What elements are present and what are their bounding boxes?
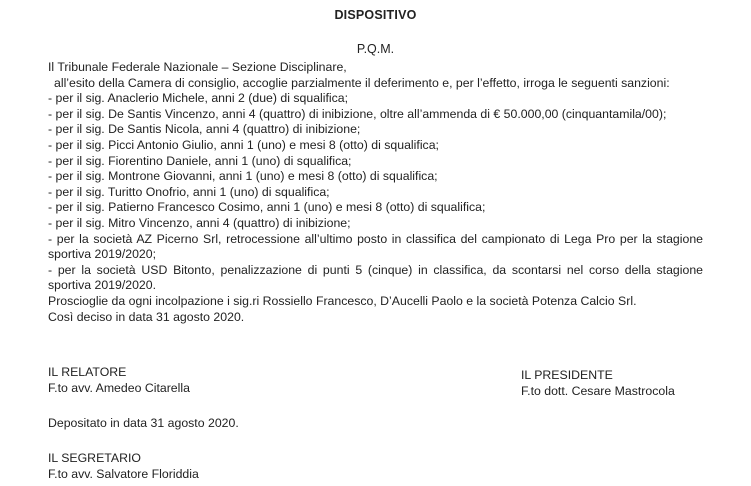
presidente-signature (521, 368, 675, 399)
deposited-line: Depositato in data 31 agosto 2020. (48, 416, 239, 430)
sanction-item: - per il sig. Patierno Francesco Cosimo, anni 1 (uno) e mesi 8 (otto) di squalifica; (48, 200, 486, 215)
company-sanction-picerno: - per la società AZ Picerno Srl, retrocessione all’ultimo posto in classifica del campionato di Lega Pro per la stagione (48, 231, 703, 246)
relatore-name: F.to avv. Amedeo Citarella (48, 380, 190, 395)
sanction-item: - per il sig. De Santis Vincenzo, anni 4 (quattro) di inibizione, oltre all’ammenda di € 50.000,00 (cinquantamila/00); (48, 106, 667, 121)
segretario-name: F.to avv. Salvatore Floriddia (48, 466, 199, 481)
sanction-item: - per il sig. Picci Antonio Giulio, anni 1 (uno) e mesi 8 (otto) di squalifica; (48, 137, 439, 152)
sanction-item: - per il sig. Mitro Vincenzo, anni 4 (quattro) di inibizione; (48, 215, 351, 230)
document-body (48, 60, 703, 325)
acquittal-line: Proscioglie da ogni incolpazione i sig.ri Rossiello Francesco, D’Aucelli Paolo e la società Potenza Calcio Srl. (48, 293, 637, 308)
intro-line-tribunal: Il Tribunale Federale Nazionale – Sezione Disciplinare, (48, 60, 347, 74)
presidente-name: F.to dott. Cesare Mastrocola (521, 383, 675, 398)
presidente-role: IL PRESIDENTE (521, 368, 613, 382)
intro-line-outcome: all’esito della Camera di consiglio, accoglie parzialmente il deferimento e, per l’effetto, irroga le seguenti sanzioni: (54, 75, 670, 90)
company-sanction-picerno-cont: sportiva 2019/2020; (48, 247, 157, 262)
segretario-role: IL SEGRETARIO (48, 451, 141, 465)
sanction-item: - per il sig. Turitto Onofrio, anni 1 (uno) di squalifica; (48, 184, 330, 199)
document-title: DISPOSITIVO (334, 8, 417, 22)
sanction-item: - per il sig. Fiorentino Daniele, anni 1 (uno) di squalifica; (48, 153, 352, 168)
decided-line: Così deciso in data 31 agosto 2020. (48, 309, 245, 324)
pqm-heading: P.Q.M. (356, 42, 395, 56)
relatore-signature (48, 365, 190, 396)
sanction-item: - per il sig. Montrone Giovanni, anni 1 (uno) e mesi 8 (otto) di squalifica; (48, 169, 438, 184)
relatore-role: IL RELATORE (48, 365, 127, 379)
company-sanction-bitonto-cont: sportiva 2019/2020. (48, 278, 157, 293)
sanction-item: - per il sig. De Santis Nicola, anni 4 (quattro) di inibizione; (48, 122, 361, 137)
company-sanction-bitonto: - per la società USD Bitonto, penalizzazione di punti 5 (cinque) in classifica, da scontarsi nel corso della stagione (48, 262, 703, 277)
sanction-item: - per il sig. Anaclerio Michele, anni 2 (due) di squalifica; (48, 91, 349, 106)
segretario-signature (48, 451, 199, 482)
